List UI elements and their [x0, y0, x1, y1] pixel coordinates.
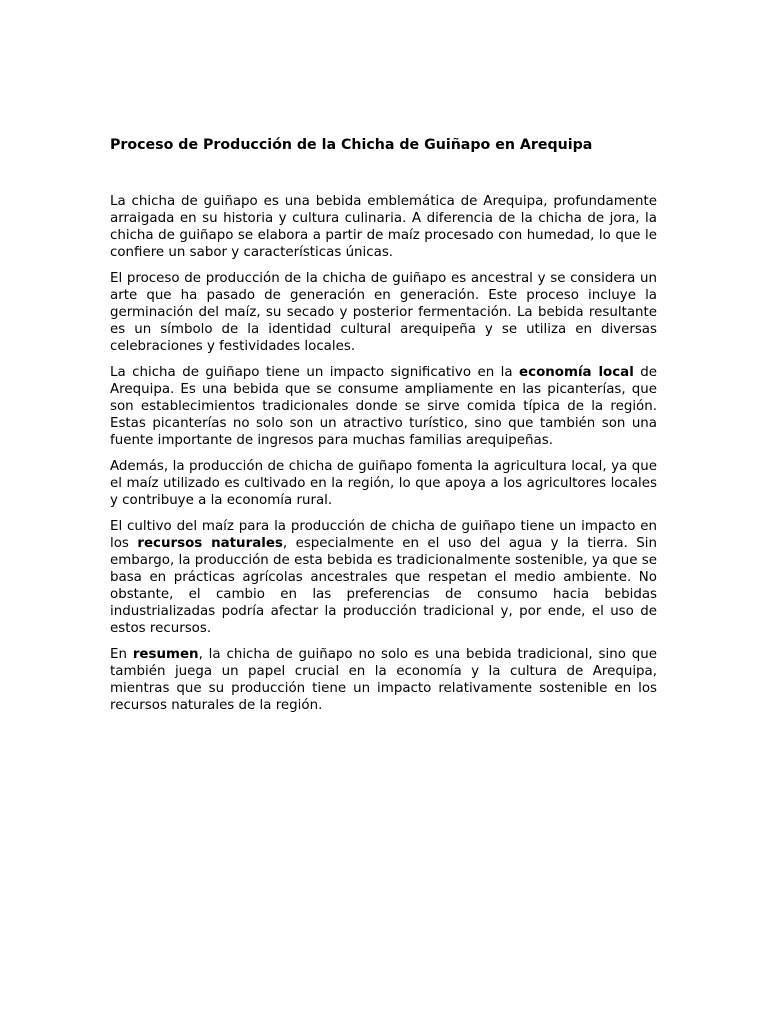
paragraph-resources: [110, 518, 657, 637]
paragraph-summary: [110, 646, 657, 714]
paragraph-resources-text-end: , especialmente en el uso del agua y la tierra. Sin embargo, la producción de esta bebida es tradicionalmente sostenible, ya que se basa en prácticas agrícolas ancestrales que respetan el medio ambiente. No obstante, el cambio en las preferencias de consumo hacia bebidas industrializadas podría afectar la producción tradicional y, por ende, el uso de estos recursos.: [110, 536, 657, 636]
natural-resources-bold: recursos naturales: [137, 536, 283, 551]
paragraph-summary-text-end: , la chicha de guiñapo no solo es una bebida tradicional, sino que también juega un papel crucial en la economía y la cultura de Arequipa, mientras que su producción tiene un impacto relativamente sostenible en los recursos naturales de la región.: [110, 647, 657, 713]
paragraph-agriculture: Además, la producción de chicha de guiñapo fomenta la agricultura local, ya que el maíz utilizado es cultivado en la región, lo que apoya a los agricultores locales y contribuye a la economía rural.: [110, 459, 657, 508]
paragraph-intro: La chicha de guiñapo es una bebida emblemática de Arequipa, profundamente arraigada en su historia y cultura culinaria. A diferencia de la chicha de jora, la chicha de guiñapo se elabora a partir de maíz procesado con humedad, lo que le confiere un sabor y características únicas.: [110, 194, 657, 260]
paragraph-process: El proceso de producción de la chicha de guiñapo es ancestral y se considera un arte que ha pasado de generación en generación. Este proceso incluye la germinación del maíz, su secado y posterior fermentación. La bebida resultante es un símbolo de la identidad cultural arequipeña y se utiliza en diversas celebraciones y festividades locales.: [110, 271, 657, 354]
economy-local-bold: economía local: [519, 365, 634, 380]
paragraph-economy: [110, 364, 657, 449]
paragraph-resources-text-start: El cultivo del maíz para la producción de chicha de guiñapo tiene un impacto en los: [110, 519, 657, 551]
paragraph-economy-text-end: de Arequipa. Es una bebida que se consume ampliamente en las picanterías, que son establecimientos tradicionales donde se sirve comida típica de la región. Estas picanterías no solo son un atractivo turístico, sino que también son una fuente importante de ingresos para muchas familias arequipeñas.: [110, 365, 657, 448]
document-body: [110, 193, 657, 714]
paragraph-economy-text-start: La chicha de guiñapo tiene un impacto significativo en la: [110, 365, 520, 380]
document-title: Proceso de Producción de la Chicha de Guiñapo en Arequipa: [110, 137, 593, 153]
document-content: [110, 135, 657, 723]
paragraph-summary-text-start: En: [110, 647, 133, 662]
summary-bold: resumen: [132, 647, 199, 662]
